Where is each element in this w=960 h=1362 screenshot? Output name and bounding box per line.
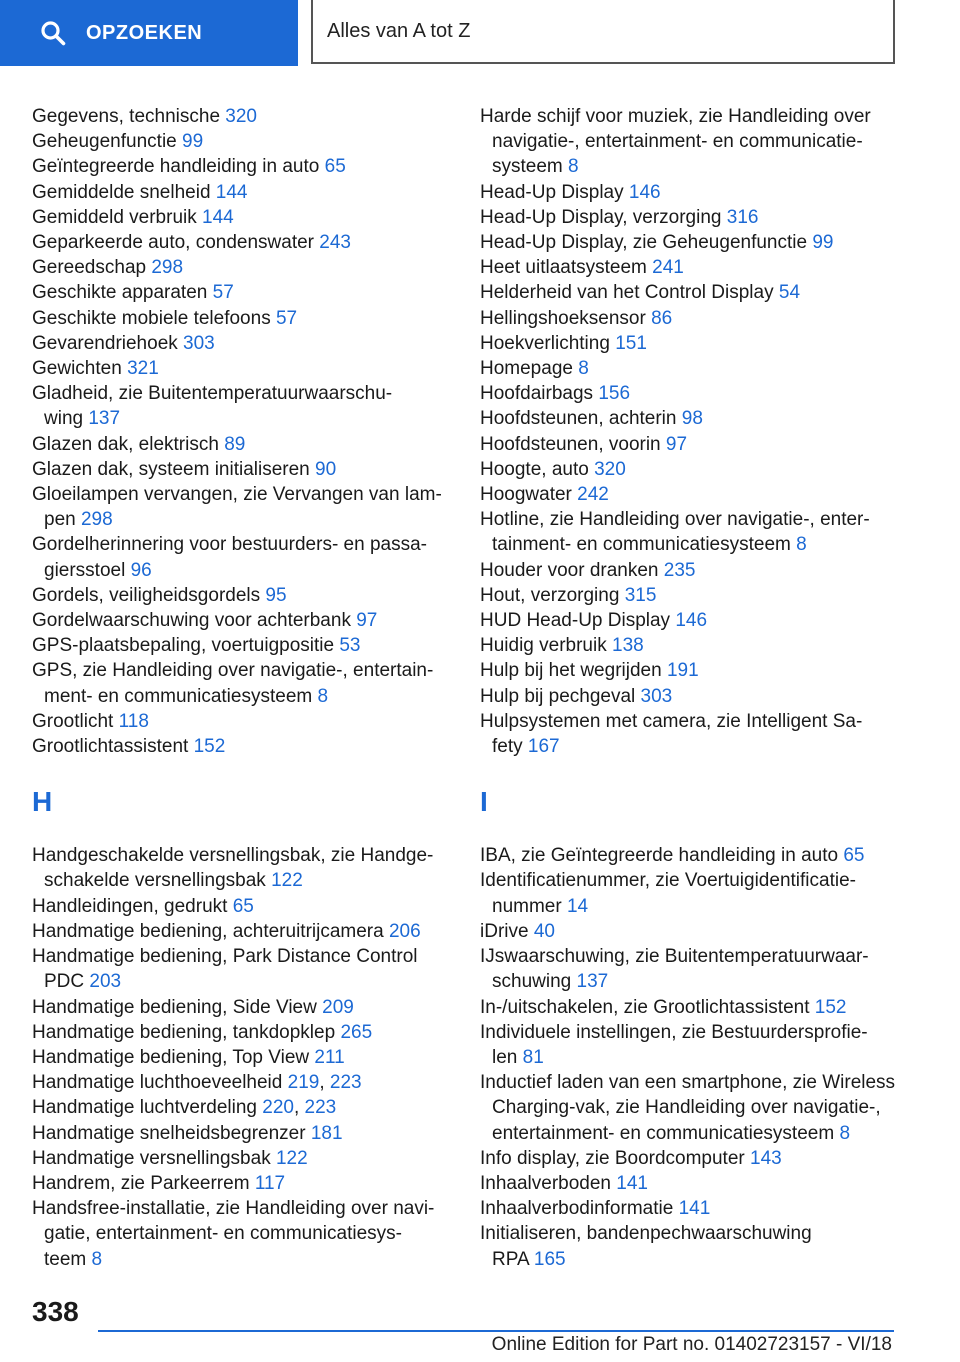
page-reference-link[interactable]: 243 — [319, 232, 351, 254]
page-reference-link[interactable]: 122 — [275, 1147, 308, 1169]
page-reference-link[interactable]: 206 — [388, 920, 421, 942]
page-reference-link[interactable]: 298 — [80, 509, 113, 531]
index-entry-text: Handgeschakelde versnellingsbak, zie Handge- schakelde versnellingsbak — [32, 845, 434, 892]
index-entry-text: Identificatienummer, zie Voertuigidentificatie- nummer — [480, 870, 856, 917]
page-reference-link[interactable]: 152 — [193, 736, 226, 758]
page-reference-link[interactable]: 97 — [665, 433, 688, 455]
index-entry — [32, 843, 452, 893]
index-entry — [480, 104, 920, 180]
page-reference-link[interactable]: 219 — [287, 1072, 320, 1094]
page-reference-link[interactable]: 298 — [151, 257, 184, 279]
page-reference-link[interactable]: 143 — [750, 1147, 782, 1169]
index-entry — [32, 331, 452, 356]
index-entry-text: Glazen dak, systeem initialiseren — [32, 458, 310, 480]
search-button[interactable] — [0, 0, 298, 66]
index-entry — [32, 280, 452, 305]
page-number: 338 — [32, 1296, 79, 1327]
page-reference-link[interactable]: 137 — [576, 971, 609, 993]
index-entry-text: IJswaarschuwing, zie Buitentemperatuurwaar- schuwing — [480, 946, 869, 993]
page-reference-link[interactable]: 95 — [265, 584, 287, 606]
index-entry-text: Huidig verbruik — [480, 635, 607, 657]
index-entry-text: Gevarendriehoek — [32, 332, 178, 354]
index-entry-text: Geïntegreerde handleiding in auto — [32, 156, 320, 178]
page-reference-link[interactable]: 40 — [533, 920, 555, 942]
index-entry — [480, 406, 920, 431]
page-reference-link[interactable]: 242 — [577, 484, 609, 506]
index-entry — [32, 381, 452, 431]
index-entry-text: Inhaalverbodinformatie — [480, 1198, 674, 1220]
index-entry-text: Houder voor dranken — [480, 559, 659, 581]
page-reference-link[interactable]: 8 — [91, 1248, 103, 1270]
index-column-left — [32, 104, 452, 1272]
index-entry-text: Gereedschap — [32, 257, 147, 279]
page-reference-link[interactable]: 8 — [568, 156, 579, 178]
index-entry — [480, 1070, 920, 1146]
page-reference-link[interactable]: 14 — [566, 895, 589, 917]
index-entry-text: Head-Up Display, verzorging — [480, 206, 722, 228]
index-entry-text: Gloeilampen vervangen, zie Vervangen van lam- pen — [32, 484, 442, 531]
index-entry-text: Head-Up Display, zie Geheugenfunctie — [480, 232, 808, 254]
index-entry — [480, 280, 920, 305]
index-entry-text: Hotline, zie Handleiding over navigatie-, enter- tainment- en communicatiesysteem — [480, 509, 870, 556]
page-reference-link[interactable]: 315 — [624, 584, 657, 606]
index-entry — [480, 331, 920, 356]
page-reference-link[interactable]: 320 — [225, 106, 257, 127]
index-column-right — [480, 104, 920, 1272]
index-entry — [480, 1221, 920, 1271]
index-entry-text: Hoofdsteunen, achterin — [480, 408, 677, 430]
page-reference-link[interactable]: 265 — [340, 1021, 373, 1043]
index-entry-text: Hellingshoeksensor — [480, 307, 646, 329]
index-entry — [480, 507, 920, 557]
index-entry-text: Handmatige versnellingsbak — [32, 1147, 271, 1169]
index-entry — [32, 129, 452, 154]
index-entry — [32, 457, 452, 482]
index-entry-text: Glazen dak, elektrisch — [32, 433, 219, 455]
index-entry — [480, 432, 920, 457]
tab-a-to-z-label: Alles van A tot Z — [327, 19, 471, 42]
index-entry-text: In-/uitschakelen, zie Grootlichtassistent — [480, 996, 810, 1018]
index-entry — [480, 608, 920, 633]
index-entry: Handmatige luchthoeveelheid 219, 223 — [32, 1072, 362, 1094]
page-reference-link[interactable]: 57 — [212, 282, 234, 304]
index-entry: Handmatige luchtverdeling 220, 223 — [32, 1097, 337, 1119]
index-entry-text: Hoogte, auto — [480, 458, 589, 480]
index-entry — [32, 180, 452, 205]
index-entry — [480, 356, 920, 381]
page-reference-link[interactable]: 152 — [814, 996, 847, 1018]
page-reference-link[interactable]: 141 — [616, 1172, 648, 1194]
index-group-h-continued — [480, 104, 920, 759]
page-reference-link[interactable]: 96 — [130, 559, 152, 581]
page-reference-link[interactable]: 137 — [88, 408, 121, 430]
index-entry — [480, 558, 920, 583]
index-entry — [32, 154, 452, 179]
page-reference-link[interactable]: 118 — [118, 710, 149, 732]
index-entry — [480, 230, 920, 255]
index-entry — [480, 1020, 920, 1070]
page-reference-link[interactable]: 223 — [304, 1097, 337, 1119]
index-entry-text: Gordels, veiligheidsgordels — [32, 584, 261, 606]
page-reference-link[interactable]: 65 — [324, 156, 346, 178]
page-reference-link[interactable]: 165 — [533, 1248, 566, 1270]
index-entry-text: Handmatige bediening, Top View — [32, 1046, 310, 1068]
index-entry — [480, 944, 920, 994]
index-entry-text: GPS-plaatsbepaling, voertuigpositie — [32, 635, 335, 657]
index-entry-text: Grootlichtassistent — [32, 736, 189, 758]
page-reference-link[interactable]: 181 — [310, 1122, 343, 1144]
index-entry — [480, 684, 920, 709]
index-entry — [32, 104, 452, 129]
index-entry — [32, 658, 452, 708]
index-entry — [480, 255, 920, 280]
index-entry — [480, 1171, 920, 1196]
page-reference-link[interactable]: 191 — [666, 660, 699, 682]
index-entry-text: Grootlicht — [32, 710, 114, 732]
footer-divider — [98, 1330, 894, 1332]
footer-edition-text: Online Edition for Part no. 01402723157 - VI/18 — [491, 1334, 892, 1355]
index-entry — [32, 894, 452, 919]
index-entry — [480, 306, 920, 331]
index-entry-text: Gewichten — [32, 358, 122, 380]
page-reference-link[interactable]: 90 — [315, 458, 337, 480]
index-entry — [32, 432, 452, 457]
index-entry-text: Hoofdairbags — [480, 383, 594, 405]
index-entry — [480, 1196, 920, 1221]
index-entry-text: Inhaalverboden — [480, 1172, 611, 1194]
page-reference-link[interactable]: 8 — [578, 358, 589, 380]
page-reference-link[interactable]: 138 — [612, 635, 644, 657]
index-entry — [480, 482, 920, 507]
index-entry — [480, 205, 920, 230]
page-reference-link[interactable]: 65 — [843, 845, 865, 867]
index-entry-text: GPS, zie Handleiding over navigatie-, entertain- ment- en communicatiesysteem — [32, 660, 434, 707]
page-reference-link[interactable]: 235 — [663, 559, 696, 581]
index-entry-text: Hout, verzorging — [480, 584, 620, 606]
index-entry-text: iDrive — [480, 920, 529, 942]
page-reference-link[interactable]: 303 — [640, 685, 673, 707]
tab-a-to-z[interactable] — [311, 0, 895, 64]
index-entry-text: Harde schijf voor muziek, zie Handleiding over navigatie-, entertainment- en communicatie- systeem — [480, 106, 871, 178]
index-entry-text: Hoekverlichting — [480, 332, 610, 354]
page-reference-link[interactable]: 98 — [681, 408, 703, 430]
index-entry-text: Homepage — [480, 358, 573, 380]
index-group-i — [480, 843, 920, 1271]
index-entry — [480, 633, 920, 658]
index-group-g — [32, 104, 452, 759]
index-entry-text: Gemiddeld verbruik — [32, 206, 197, 228]
index-entry — [32, 1171, 452, 1196]
page-reference-link[interactable]: 151 — [615, 332, 647, 354]
index-entry — [32, 1146, 452, 1171]
index-entry-text: Info display, zie Boordcomputer — [480, 1147, 745, 1169]
index-entry-text: IBA, zie Geïntegreerde handleiding in auto — [480, 845, 839, 867]
index-entry-text: Head-Up Display — [480, 181, 624, 203]
page-reference-link[interactable]: 99 — [812, 232, 834, 254]
index-entry — [32, 356, 452, 381]
index-entry — [32, 205, 452, 230]
page-reference-link[interactable]: 320 — [594, 458, 626, 480]
index-entry-text: Handmatige bediening, Park Distance Control PDC — [32, 946, 418, 993]
page-reference-link[interactable]: 99 — [182, 131, 204, 153]
index-entry-text: Gemiddelde snelheid — [32, 181, 211, 203]
index-entry — [32, 608, 452, 633]
page-reference-link[interactable]: 146 — [628, 181, 661, 203]
index-entry — [480, 1146, 920, 1171]
index-entry — [480, 868, 920, 918]
page-reference-link[interactable]: 209 — [322, 996, 354, 1018]
page-reference-link[interactable]: 57 — [275, 307, 298, 329]
index-entry — [32, 1020, 452, 1045]
page-reference-link[interactable]: 8 — [317, 685, 329, 707]
section-letter-i: I — [480, 786, 488, 818]
page-reference-link[interactable]: 303 — [183, 332, 215, 354]
page-reference-link[interactable]: 220 — [262, 1097, 294, 1119]
page-reference-link[interactable]: 97 — [356, 610, 378, 632]
index-entry-text: Handmatige bediening, tankdopklep — [32, 1021, 336, 1043]
search-icon — [40, 20, 66, 46]
page-reference-link[interactable]: 144 — [215, 181, 248, 203]
page-reference-link[interactable]: 203 — [89, 971, 122, 993]
index-entry — [32, 734, 452, 759]
search-button-label: OPZOEKEN — [86, 21, 203, 44]
page-reference-link[interactable]: 8 — [839, 1122, 851, 1144]
page-reference-link[interactable]: 167 — [527, 736, 560, 758]
index-entry — [32, 995, 452, 1020]
index-entry — [32, 230, 452, 255]
index-entry — [32, 709, 452, 734]
page-reference-link[interactable]: 8 — [796, 534, 807, 556]
page-reference-link[interactable]: 86 — [651, 307, 673, 329]
index-entry-text: Hulp bij het wegrijden — [480, 660, 662, 682]
index-entry — [480, 658, 920, 683]
page-reference-link[interactable]: 54 — [778, 282, 801, 304]
index-entry — [32, 633, 452, 658]
index-entry-text: Handmatige luchtverdeling — [32, 1097, 257, 1119]
page-reference-link[interactable]: 81 — [522, 1046, 544, 1068]
index-entry-text: Individuele instellingen, zie Bestuurdersprofie- len — [480, 1021, 868, 1068]
page-reference-link[interactable]: 117 — [254, 1172, 286, 1194]
index-entry-text: Gladheid, zie Buitentemperatuurwaarschu- wing — [32, 383, 393, 430]
index-entry-text: Geschikte mobiele telefoons — [32, 307, 271, 329]
index-entry — [32, 1121, 452, 1146]
index-entry-text: Hoofdsteunen, voorin — [480, 433, 661, 455]
section-letter-h: H — [32, 786, 53, 818]
page-reference-link[interactable]: 53 — [339, 635, 361, 657]
index-entry-text: Initialiseren, bandenpechwaarschuwing RPA — [480, 1223, 812, 1270]
index-entry-text: Gordelherinnering voor bestuurders- en passa- giersstoel — [32, 534, 427, 581]
index-entry — [32, 583, 452, 608]
index-entry — [480, 180, 920, 205]
page-reference-link[interactable]: 156 — [598, 383, 631, 405]
index-entry — [480, 457, 920, 482]
index-entry — [480, 709, 920, 759]
page-reference-link[interactable]: 141 — [678, 1198, 711, 1220]
index-entry-text: Geparkeerde auto, condenswater — [32, 232, 315, 254]
index-group-h — [32, 843, 452, 1271]
index-entry-text: Geheugenfunctie — [32, 131, 177, 153]
index-entry — [32, 306, 452, 331]
page-reference-link[interactable]: 223 — [329, 1072, 362, 1094]
page-reference-link[interactable]: 316 — [726, 206, 759, 228]
index-entry-text: Handmatige snelheidsbegrenzer — [32, 1122, 306, 1144]
index-entry-text: Geschikte apparaten — [32, 282, 208, 304]
index-entry-text: Handmatige luchthoeveelheid — [32, 1072, 283, 1094]
page-reference-link[interactable]: 122 — [271, 870, 303, 892]
page-reference-link[interactable]: 321 — [127, 358, 159, 380]
page-reference-link[interactable]: 65 — [232, 895, 254, 917]
index-entry-text: HUD Head-Up Display — [480, 610, 671, 632]
index-entry-text: Gegevens, technische — [32, 106, 221, 127]
index-entry-text: Hoogwater — [480, 484, 572, 506]
top-bar — [0, 0, 960, 66]
index-entry-text: Inductief laden van een smartphone, zie Wireless Charging-vak, zie Handleiding over navigatie-, entertainment- en communicatiesysteem — [480, 1072, 896, 1144]
index-entry — [32, 1196, 452, 1272]
page-reference-link[interactable]: 146 — [675, 610, 708, 632]
page-reference-link[interactable]: 144 — [202, 206, 234, 228]
index-entry-text: Handleidingen, gedrukt — [32, 895, 228, 917]
index-entry — [32, 944, 452, 994]
index-entry — [32, 532, 452, 582]
index-entry-text: Handrem, zie Parkeerrem — [32, 1172, 250, 1194]
index-entry — [480, 843, 920, 868]
page-reference-link[interactable]: 211 — [314, 1046, 345, 1068]
index-entry — [480, 583, 920, 608]
index-entry-text: Heet uitlaatsysteem — [480, 257, 647, 279]
index-entry — [480, 995, 920, 1020]
index-entry-text: Helderheid van het Control Display — [480, 282, 774, 304]
index-entry-text: Handmatige bediening, Side View — [32, 996, 317, 1018]
index-entry — [32, 1045, 452, 1070]
index-entry — [32, 255, 452, 280]
index-entry-text: Handmatige bediening, achteruitrijcamera — [32, 920, 384, 942]
index-entry-text: Gordelwaarschuwing voor achterbank — [32, 610, 351, 632]
index-entry-text: Hulpsystemen met camera, zie Intelligent Sa- fety — [480, 710, 863, 758]
index-entry-text: Handsfree-installatie, zie Handleiding over navi- gatie, entertainment- en communicatiesys- teem — [32, 1198, 435, 1270]
index-entry — [32, 482, 452, 532]
page-reference-link[interactable]: 89 — [224, 433, 246, 455]
index-entry — [32, 919, 452, 944]
index-entry-text: Hulp bij pechgeval — [480, 685, 636, 707]
index-entry — [480, 381, 920, 406]
index-entry — [480, 919, 920, 944]
page-reference-link[interactable]: 241 — [652, 257, 684, 279]
